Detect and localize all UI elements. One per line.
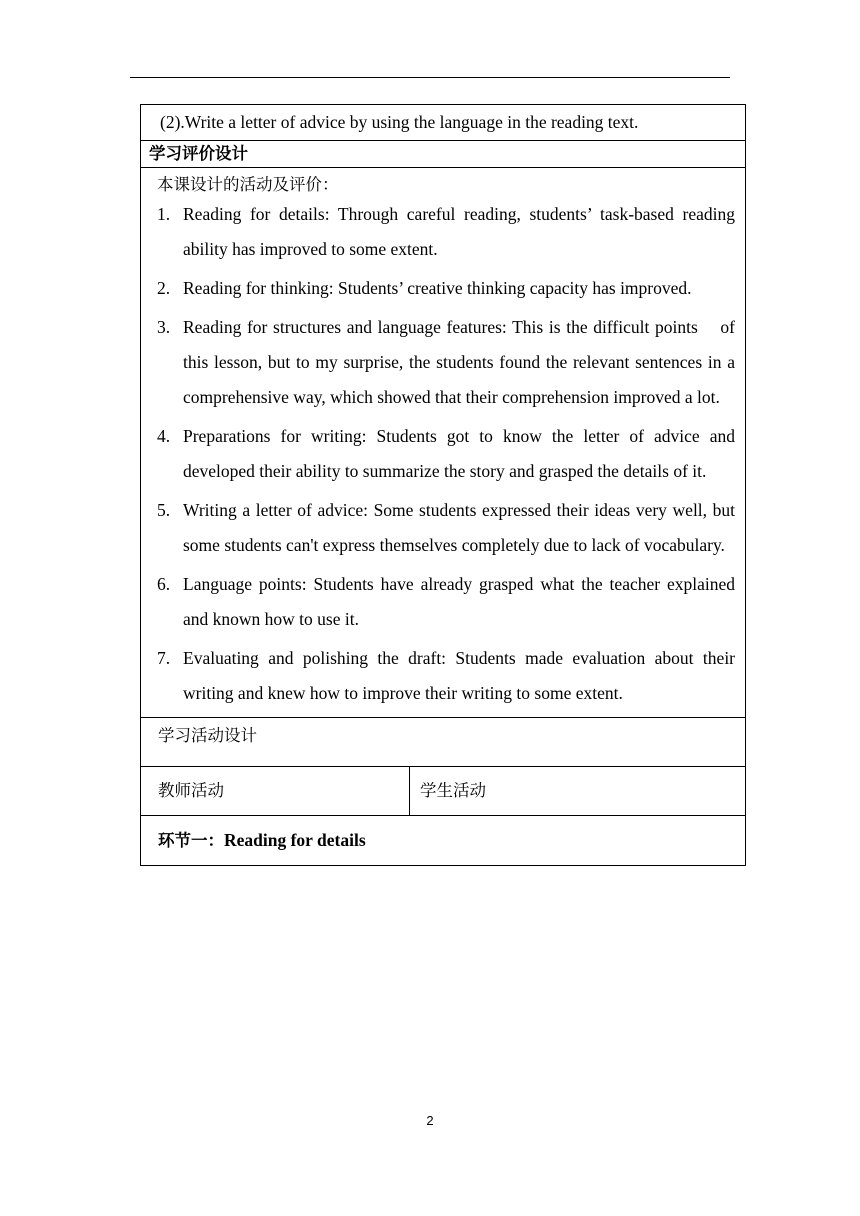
stage-prefix: 环节一：: [158, 831, 224, 850]
item-number: 5.: [157, 500, 171, 520]
item-number: 4.: [157, 426, 171, 446]
roles-row: [141, 767, 746, 816]
item-number: 2.: [157, 278, 171, 298]
page-number: 2: [426, 1113, 434, 1128]
list-item: [157, 310, 735, 415]
section-row: [141, 141, 746, 168]
stage-name: Reading for details: [224, 830, 366, 850]
item-text: Reading for details: Through careful reading, students’ task-based reading ability has improved to some extent.: [183, 204, 736, 259]
item-text: Writing a letter of advice: Some students expressed their ideas very well, but some students can't express themselves completely due to lack of vocabulary.: [183, 500, 736, 555]
intro-row: [141, 105, 746, 141]
list-item: [157, 567, 735, 637]
item-text: Language points: Students have already grasped what the teacher explained and known how to use it.: [183, 574, 736, 629]
section-title: 学习评价设计: [149, 144, 248, 163]
item-text: Evaluating and polishing the draft: Students made evaluation about their writing and knew how to improve their writing to some extent.: [183, 648, 736, 703]
stage-row: [141, 816, 746, 866]
list-item: [157, 419, 735, 489]
student-activity-label: 学生活动: [420, 781, 486, 800]
list-item: [157, 493, 735, 563]
evaluation-heading: 本课设计的活动及评价：: [157, 175, 339, 194]
evaluation-list: [157, 197, 735, 711]
header-rule: [130, 77, 730, 78]
activity-row: [141, 718, 746, 767]
teacher-activity-label: 教师活动: [158, 781, 224, 800]
item-number: 7.: [157, 648, 171, 668]
stage-title: [141, 816, 745, 865]
lesson-plan-table: [140, 104, 746, 866]
item-number: 1.: [157, 204, 171, 224]
item-text: Reading for structures and language features: This is the difficult points of this lesson, but to my surprise, the students found the relevant sentences in a comprehensive way, which showed that their comprehension improved a lot.: [183, 317, 736, 407]
activity-title: 学习活动设计: [158, 726, 257, 745]
item-text: Reading for thinking: Students’ creative thinking capacity has improved.: [183, 278, 692, 298]
list-item: [157, 641, 735, 711]
item-number: 3.: [157, 317, 171, 337]
evaluation-row: [141, 168, 746, 718]
item-text: Preparations for writing: Students got to know the letter of advice and developed their ability to summarize the story and grasped the details of it.: [183, 426, 736, 481]
list-item: [157, 271, 735, 306]
intro-item: (2).Write a letter of advice by using the language in the reading text.: [160, 112, 639, 132]
list-item: [157, 197, 735, 267]
item-number: 6.: [157, 574, 171, 594]
